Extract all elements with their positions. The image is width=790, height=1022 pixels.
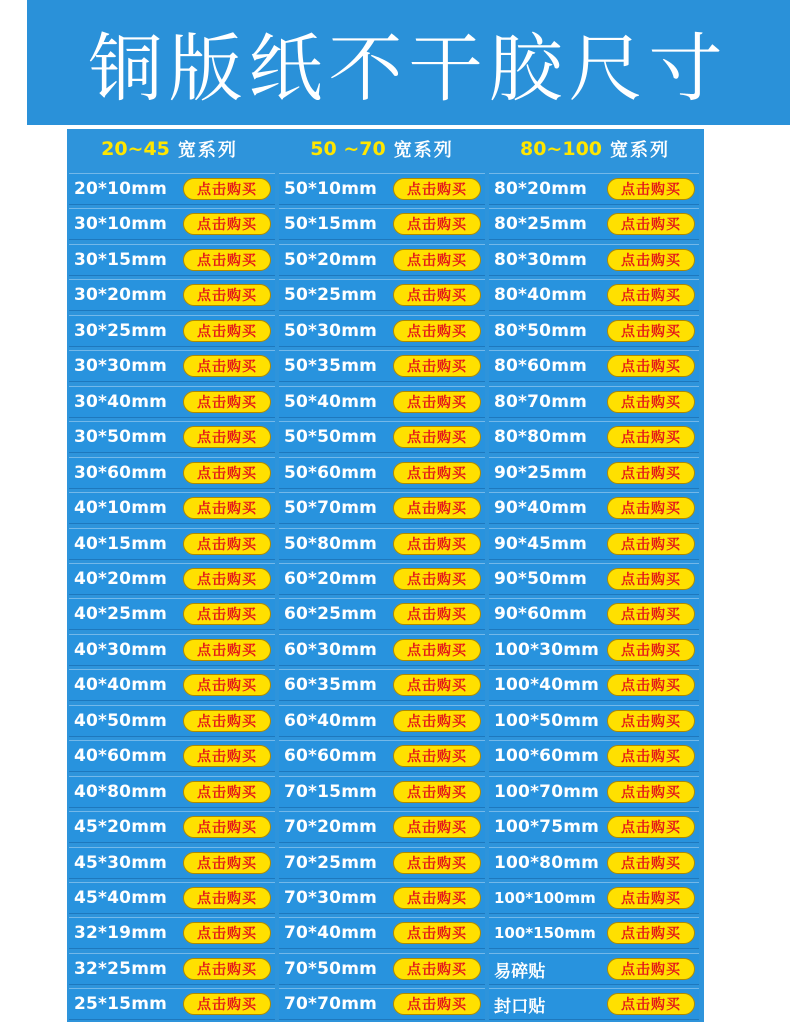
size-cell xyxy=(279,350,485,382)
size-cell xyxy=(69,917,275,949)
buy-button[interactable]: 点击购买 xyxy=(183,391,271,413)
buy-button[interactable]: 点击购买 xyxy=(607,426,695,448)
buy-button[interactable]: 点击购买 xyxy=(607,674,695,696)
size-cell xyxy=(279,988,485,1020)
size-label: 60*20mm xyxy=(284,569,378,589)
buy-button[interactable]: 点击购买 xyxy=(183,462,271,484)
size-cell xyxy=(69,811,275,843)
size-label: 30*15mm xyxy=(74,250,168,270)
buy-button[interactable]: 点击购买 xyxy=(183,178,271,200)
buy-button[interactable]: 点击购买 xyxy=(607,603,695,625)
size-label: 50*40mm xyxy=(284,392,378,412)
buy-button[interactable]: 点击购买 xyxy=(183,426,271,448)
size-label: 80*40mm xyxy=(494,285,588,305)
size-label: 100*50mm xyxy=(494,711,600,731)
size-label: 100*80mm xyxy=(494,853,600,873)
size-label: 50*70mm xyxy=(284,498,378,518)
size-label: 50*35mm xyxy=(284,356,378,376)
size-label: 50*60mm xyxy=(284,463,378,483)
size-label: 32*25mm xyxy=(74,959,168,979)
size-label: 40*40mm xyxy=(74,675,168,695)
column-header-1 xyxy=(67,129,272,169)
size-cell xyxy=(489,386,699,418)
size-cell xyxy=(489,882,699,914)
size-label: 80*70mm xyxy=(494,392,588,412)
size-label: 40*30mm xyxy=(74,640,168,660)
size-cell xyxy=(489,776,699,808)
size-label: 32*19mm xyxy=(74,923,168,943)
size-cell xyxy=(69,457,275,489)
size-cell xyxy=(489,244,699,276)
buy-button[interactable]: 点击购买 xyxy=(607,320,695,342)
size-cell xyxy=(279,811,485,843)
size-label: 100*75mm xyxy=(494,817,600,837)
title-banner xyxy=(27,0,790,125)
size-label: 70*70mm xyxy=(284,994,378,1014)
size-cell xyxy=(489,669,699,701)
size-cell xyxy=(69,492,275,524)
size-label: 90*40mm xyxy=(494,498,588,518)
size-label: 80*80mm xyxy=(494,427,588,447)
size-label: 50*25mm xyxy=(284,285,378,305)
buy-button[interactable]: 点击购买 xyxy=(393,816,481,838)
buy-button[interactable]: 点击购买 xyxy=(183,674,271,696)
size-label: 40*15mm xyxy=(74,534,168,554)
size-cell xyxy=(279,776,485,808)
size-cell xyxy=(69,279,275,311)
size-cell xyxy=(279,563,485,595)
buy-button[interactable]: 点击购买 xyxy=(607,922,695,944)
size-label: 70*50mm xyxy=(284,959,378,979)
size-label: 100*60mm xyxy=(494,746,600,766)
buy-button[interactable]: 点击购买 xyxy=(607,462,695,484)
size-cell xyxy=(69,386,275,418)
size-cell xyxy=(279,705,485,737)
size-cell xyxy=(489,563,699,595)
buy-button[interactable]: 点击购买 xyxy=(393,320,481,342)
buy-button[interactable]: 点击购买 xyxy=(393,249,481,271)
buy-button[interactable]: 点击购买 xyxy=(183,533,271,555)
buy-button[interactable]: 点击购买 xyxy=(183,603,271,625)
size-label: 80*20mm xyxy=(494,179,588,199)
size-label: 40*50mm xyxy=(74,711,168,731)
buy-button[interactable]: 点击购买 xyxy=(183,993,271,1015)
size-label: 70*30mm xyxy=(284,888,378,908)
size-cell xyxy=(489,811,699,843)
size-cell xyxy=(279,173,485,205)
size-cell xyxy=(279,882,485,914)
size-label: 60*25mm xyxy=(284,604,378,624)
buy-button[interactable]: 点击购买 xyxy=(393,993,481,1015)
size-cell xyxy=(69,244,275,276)
size-cell xyxy=(279,421,485,453)
buy-button[interactable]: 点击购买 xyxy=(607,497,695,519)
buy-button[interactable]: 点击购买 xyxy=(393,462,481,484)
size-cell xyxy=(489,953,699,985)
size-cell xyxy=(69,421,275,453)
buy-button[interactable]: 点击购买 xyxy=(183,497,271,519)
buy-button[interactable]: 点击购买 xyxy=(393,568,481,590)
size-cell xyxy=(279,279,485,311)
size-label: 30*60mm xyxy=(74,463,168,483)
buy-button[interactable]: 点击购买 xyxy=(393,497,481,519)
size-cell xyxy=(489,988,699,1020)
buy-button[interactable]: 点击购买 xyxy=(183,887,271,909)
size-table xyxy=(67,129,704,1022)
column-header-3 xyxy=(489,129,701,169)
buy-button[interactable]: 点击购买 xyxy=(393,355,481,377)
size-cell xyxy=(489,208,699,240)
buy-button[interactable]: 点击购买 xyxy=(607,887,695,909)
size-cell xyxy=(279,386,485,418)
buy-button[interactable]: 点击购买 xyxy=(607,816,695,838)
size-label: 90*25mm xyxy=(494,463,588,483)
size-cell xyxy=(279,457,485,489)
size-cell xyxy=(279,634,485,666)
size-label: 90*60mm xyxy=(494,604,588,624)
size-cell xyxy=(279,598,485,630)
header-range: 20~45 xyxy=(101,138,170,160)
header-label: 宽系列 xyxy=(177,140,238,161)
buy-button[interactable]: 点击购买 xyxy=(183,922,271,944)
buy-button[interactable]: 点击购买 xyxy=(393,213,481,235)
size-label: 100*100mm xyxy=(494,889,596,907)
buy-button[interactable]: 点击购买 xyxy=(393,284,481,306)
size-label: 40*10mm xyxy=(74,498,168,518)
page-title: 铜版纸不干胶尺寸 xyxy=(88,25,729,112)
buy-button[interactable]: 点击购买 xyxy=(393,922,481,944)
size-label: 50*80mm xyxy=(284,534,378,554)
size-label: 30*50mm xyxy=(74,427,168,447)
size-cell xyxy=(279,244,485,276)
size-cell xyxy=(69,847,275,879)
size-label: 45*30mm xyxy=(74,853,168,873)
size-label: 30*25mm xyxy=(74,321,168,341)
size-cell xyxy=(489,598,699,630)
size-cell xyxy=(69,953,275,985)
size-label: 60*30mm xyxy=(284,640,378,660)
buy-button[interactable]: 点击购买 xyxy=(183,249,271,271)
buy-button[interactable]: 点击购买 xyxy=(607,639,695,661)
size-cell xyxy=(69,350,275,382)
size-cell xyxy=(69,598,275,630)
size-cell xyxy=(69,988,275,1020)
size-label: 90*50mm xyxy=(494,569,588,589)
size-cell xyxy=(69,776,275,808)
size-label: 40*80mm xyxy=(74,782,168,802)
size-label: 80*50mm xyxy=(494,321,588,341)
buy-button[interactable]: 点击购买 xyxy=(607,178,695,200)
buy-button[interactable]: 点击购买 xyxy=(607,852,695,874)
size-cell xyxy=(489,173,699,205)
size-cell xyxy=(279,669,485,701)
size-cell xyxy=(489,421,699,453)
buy-button[interactable]: 点击购买 xyxy=(607,745,695,767)
size-label: 30*20mm xyxy=(74,285,168,305)
buy-button[interactable]: 点击购买 xyxy=(183,355,271,377)
size-label: 70*15mm xyxy=(284,782,378,802)
size-cell xyxy=(69,740,275,772)
size-label: 30*30mm xyxy=(74,356,168,376)
size-label: 90*45mm xyxy=(494,534,588,554)
buy-button[interactable]: 点击购买 xyxy=(607,710,695,732)
size-label: 60*40mm xyxy=(284,711,378,731)
buy-button[interactable]: 点击购买 xyxy=(183,781,271,803)
buy-button[interactable]: 点击购买 xyxy=(393,603,481,625)
size-label: 40*20mm xyxy=(74,569,168,589)
size-cell xyxy=(279,847,485,879)
buy-button[interactable]: 点击购买 xyxy=(393,852,481,874)
size-cell xyxy=(489,917,699,949)
size-label: 80*25mm xyxy=(494,214,588,234)
size-cell xyxy=(489,350,699,382)
buy-button[interactable]: 点击购买 xyxy=(393,958,481,980)
size-label: 100*30mm xyxy=(494,640,600,660)
size-label: 70*40mm xyxy=(284,923,378,943)
column-header-2 xyxy=(277,129,487,169)
size-label: 100*70mm xyxy=(494,782,600,802)
size-cell xyxy=(69,563,275,595)
header-label: 宽系列 xyxy=(393,140,454,161)
buy-button[interactable]: 点击购买 xyxy=(393,887,481,909)
size-label: 40*60mm xyxy=(74,746,168,766)
size-cell xyxy=(279,917,485,949)
size-cell xyxy=(69,669,275,701)
size-cell xyxy=(279,953,485,985)
size-label: 封口贴 xyxy=(494,996,546,1017)
buy-button[interactable]: 点击购买 xyxy=(607,781,695,803)
buy-button[interactable]: 点击购买 xyxy=(393,639,481,661)
size-cell xyxy=(69,208,275,240)
buy-button[interactable]: 点击购买 xyxy=(393,533,481,555)
size-label: 50*30mm xyxy=(284,321,378,341)
size-label: 70*20mm xyxy=(284,817,378,837)
header-range: 80~100 xyxy=(519,138,603,160)
size-label: 80*30mm xyxy=(494,250,588,270)
buy-button[interactable]: 点击购买 xyxy=(183,639,271,661)
size-cell xyxy=(489,705,699,737)
size-cell xyxy=(279,740,485,772)
size-label: 100*150mm xyxy=(494,924,596,942)
size-cell xyxy=(489,528,699,560)
buy-button[interactable]: 点击购买 xyxy=(607,213,695,235)
size-label: 50*50mm xyxy=(284,427,378,447)
size-label: 易碎贴 xyxy=(494,961,546,982)
header-range: 50 ~70 xyxy=(310,138,386,160)
size-cell xyxy=(489,740,699,772)
buy-button[interactable]: 点击购买 xyxy=(607,533,695,555)
buy-button[interactable]: 点击购买 xyxy=(183,745,271,767)
header-label: 宽系列 xyxy=(610,140,671,161)
buy-button[interactable]: 点击购买 xyxy=(183,816,271,838)
buy-button[interactable]: 点击购买 xyxy=(183,284,271,306)
size-cell xyxy=(69,173,275,205)
size-label: 30*10mm xyxy=(74,214,168,234)
size-label: 50*15mm xyxy=(284,214,378,234)
size-cell xyxy=(69,634,275,666)
size-label: 50*10mm xyxy=(284,179,378,199)
size-cell xyxy=(279,528,485,560)
size-label: 70*25mm xyxy=(284,853,378,873)
size-label: 20*10mm xyxy=(74,179,168,199)
size-cell xyxy=(489,847,699,879)
buy-button[interactable]: 点击购买 xyxy=(607,284,695,306)
buy-button[interactable]: 点击购买 xyxy=(183,958,271,980)
size-label: 100*40mm xyxy=(494,675,600,695)
size-label: 25*15mm xyxy=(74,994,168,1014)
buy-button[interactable]: 点击购买 xyxy=(393,745,481,767)
buy-button[interactable]: 点击购买 xyxy=(183,710,271,732)
buy-button[interactable]: 点击购买 xyxy=(183,568,271,590)
buy-button[interactable]: 点击购买 xyxy=(607,249,695,271)
size-label: 50*20mm xyxy=(284,250,378,270)
size-cell xyxy=(69,528,275,560)
size-cell xyxy=(489,315,699,347)
size-label: 60*60mm xyxy=(284,746,378,766)
size-cell xyxy=(489,279,699,311)
size-label: 60*35mm xyxy=(284,675,378,695)
size-cell xyxy=(69,315,275,347)
size-label: 30*40mm xyxy=(74,392,168,412)
size-cell xyxy=(69,705,275,737)
buy-button[interactable]: 点击购买 xyxy=(393,391,481,413)
buy-button[interactable]: 点击购买 xyxy=(393,178,481,200)
buy-button[interactable]: 点击购买 xyxy=(183,852,271,874)
buy-button[interactable]: 点击购买 xyxy=(607,391,695,413)
buy-button[interactable]: 点击购买 xyxy=(183,213,271,235)
size-label: 40*25mm xyxy=(74,604,168,624)
buy-button[interactable]: 点击购买 xyxy=(393,674,481,696)
buy-button[interactable]: 点击购买 xyxy=(607,993,695,1015)
size-cell xyxy=(489,457,699,489)
buy-button[interactable]: 点击购买 xyxy=(607,355,695,377)
size-cell xyxy=(279,492,485,524)
buy-button[interactable]: 点击购买 xyxy=(393,710,481,732)
size-cell xyxy=(489,634,699,666)
size-label: 80*60mm xyxy=(494,356,588,376)
buy-button[interactable]: 点击购买 xyxy=(607,568,695,590)
size-cell xyxy=(279,208,485,240)
size-cell xyxy=(69,882,275,914)
size-label: 45*40mm xyxy=(74,888,168,908)
buy-button[interactable]: 点击购买 xyxy=(607,958,695,980)
size-cell xyxy=(279,315,485,347)
size-cell xyxy=(489,492,699,524)
size-label: 45*20mm xyxy=(74,817,168,837)
buy-button[interactable]: 点击购买 xyxy=(393,781,481,803)
buy-button[interactable]: 点击购买 xyxy=(393,426,481,448)
buy-button[interactable]: 点击购买 xyxy=(183,320,271,342)
